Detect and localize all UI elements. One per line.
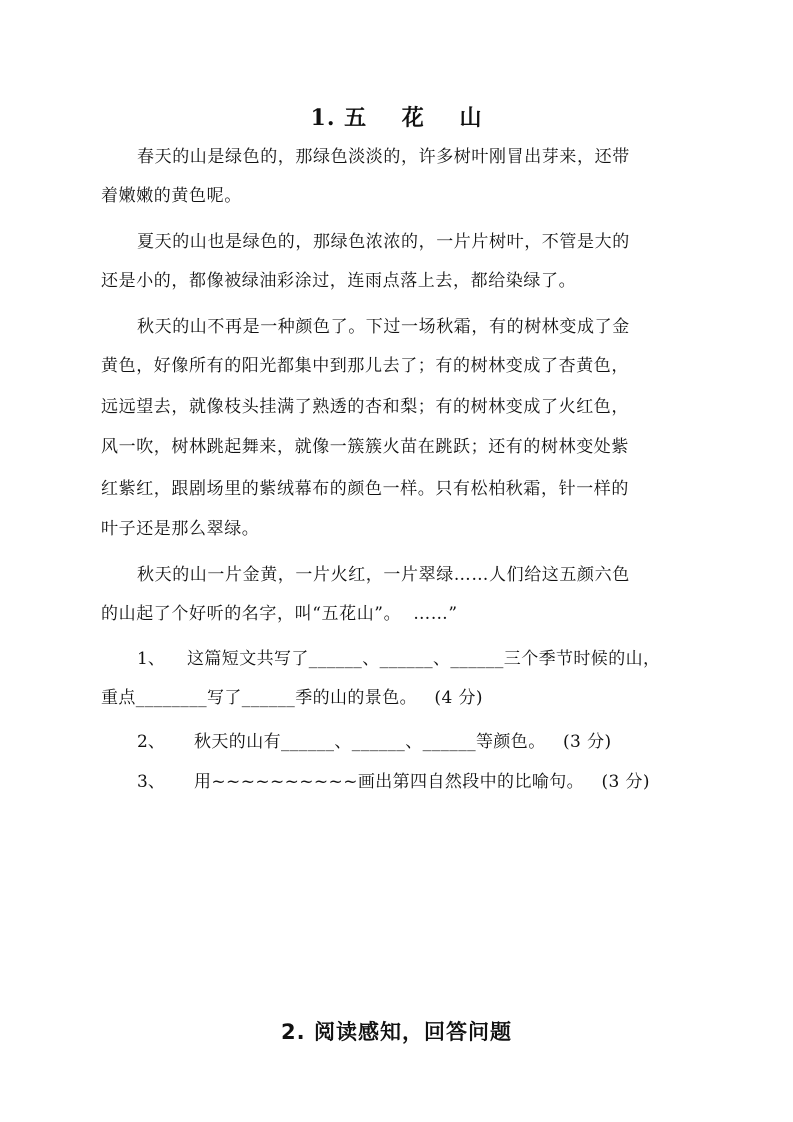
paragraph-3-line-3: 远远望去，就像枝头挂满了熟透的杏和梨；有的树林变成了火红色， bbox=[101, 397, 629, 417]
paragraph-3-line-6: 叶子还是那么翠绿。 bbox=[101, 519, 260, 539]
paragraph-4-line-1: 秋天的山一片金黄，一片火红，一片翠绿……人们给这五颜六色 bbox=[137, 565, 630, 585]
paragraph-3-line-2: 黄色，好像所有的阳光都集中到那儿去了；有的树林变成了杏黄色， bbox=[101, 356, 629, 376]
paragraph-3-line-5: 红紫红，跟剧场里的紫绒幕布的颜色一样。只有松柏秋霜，针一样的 bbox=[101, 479, 629, 499]
section-2-title: 2. 阅读感知，回答问题 bbox=[281, 1020, 512, 1044]
question-1-number: 1、 bbox=[137, 649, 165, 669]
paragraph-3-line-4: 风一吹，树林跳起舞来，就像一簇簇火苗在跳跃；还有的树林变处紫 bbox=[101, 437, 629, 457]
paragraph-2-line-1: 夏天的山也是绿色的，那绿色浓浓的，一片片树叶，不管是大的 bbox=[137, 232, 630, 252]
section-1-title: 1. 五 花 山 bbox=[310, 105, 483, 131]
paragraph-1-line-1: 春天的山是绿色的，那绿色淡淡的，许多树叶刚冒出芽来，还带 bbox=[137, 147, 630, 167]
paragraph-3-line-1: 秋天的山不再是一种颜色了。下过一场秋霜，有的树林变成了金 bbox=[137, 317, 630, 337]
question-3-number: 3、 bbox=[137, 772, 165, 792]
question-2-text: 秋天的山有______、______、______等颜色。 (3 分) bbox=[194, 732, 612, 752]
paragraph-4-line-2: 的山起了个好听的名字，叫“五花山”。 ……” bbox=[101, 604, 458, 624]
question-3-text: 用~~~~~~~~~~画出第四自然段中的比喻句。 (3 分) bbox=[194, 772, 650, 792]
paragraph-2-line-2: 还是小的，都像被绿油彩涂过，连雨点落上去，都给染绿了。 bbox=[101, 271, 577, 291]
question-1-text-line-1: 这篇短文共写了______、______、______三个季节时候的山， bbox=[187, 649, 661, 669]
question-1-text-line-2: 重点________写了______季的山的景色。 (4 分) bbox=[101, 688, 483, 708]
question-2-number: 2、 bbox=[137, 732, 165, 752]
paragraph-1-line-2: 着嫩嫩的黄色呢。 bbox=[101, 186, 242, 206]
